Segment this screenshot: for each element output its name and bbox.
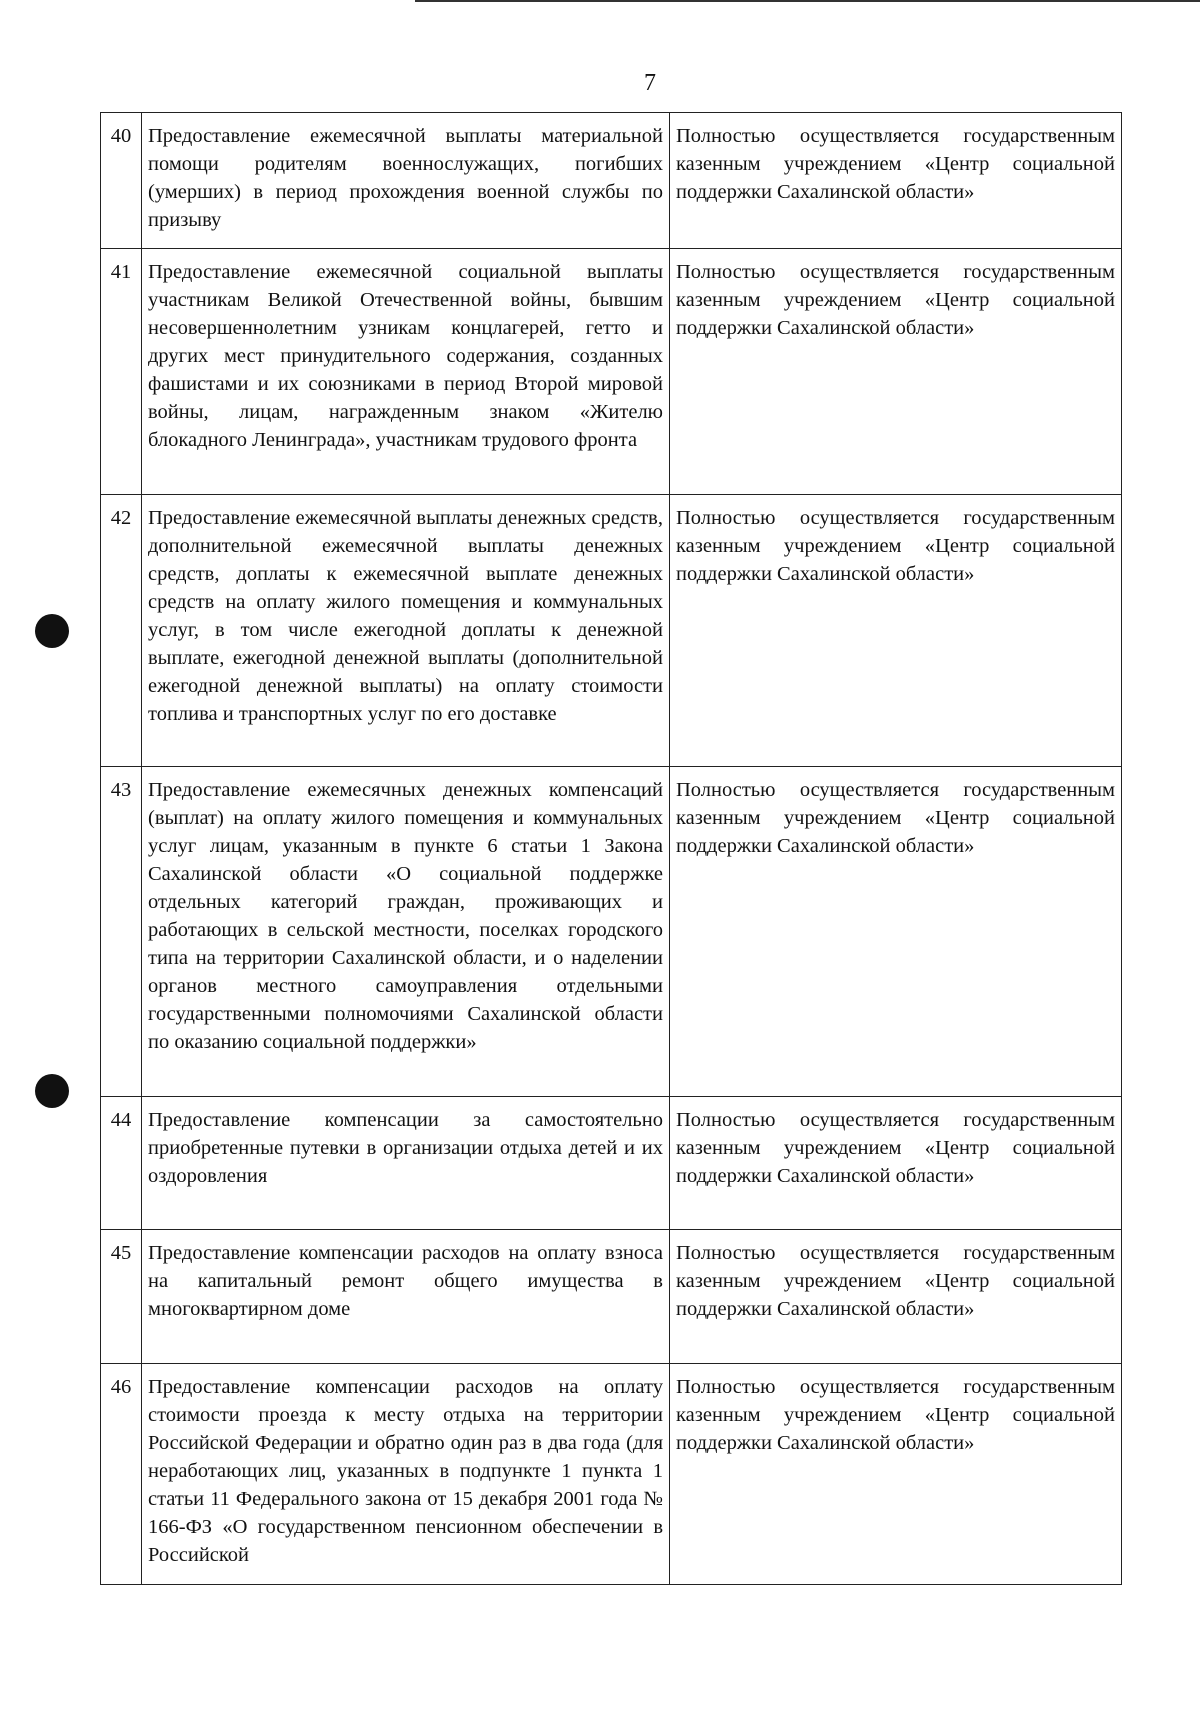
row-number: 42 — [101, 495, 142, 767]
table-row — [101, 767, 1122, 1097]
service-name: Предоставление ежемесячной выплаты материальной помощи родителям военнослужащих, погибших (умерших) в период прохождения военной службы по призыву — [142, 113, 670, 249]
service-executor: Полностью осуществляется государственным казенным учреждением «Центр социальной поддержки Сахалинской области» — [670, 249, 1122, 495]
table-row — [101, 495, 1122, 767]
punch-hole-mark — [35, 614, 69, 648]
service-executor: Полностью осуществляется государственным казенным учреждением «Центр социальной поддержки Сахалинской области» — [670, 1364, 1122, 1585]
service-executor: Полностью осуществляется государственным казенным учреждением «Центр социальной поддержки Сахалинской области» — [670, 495, 1122, 767]
service-name: Предоставление компенсации расходов на оплату стоимости проезда к месту отдыха на территории Российской Федерации и обратно один раз в два года (для неработающих лиц, указанных в подпункте 1 пункта 1 статьи 11 Федерального закона от 15 декабря 2001 года № 166-ФЗ «О государственном пенсионном обеспечении в Российской — [142, 1364, 670, 1585]
row-number: 44 — [101, 1097, 142, 1230]
service-name: Предоставление ежемесячной социальной выплаты участникам Великой Отечественной войны, бывшим несовершеннолетним узникам концлагерей, гетто и других мест принудительного содержания, созданных фашистами и их союзниками в период Второй мировой войны, лицам, награжденным знаком «Жителю блокадного Ленинграда», участникам трудового фронта — [142, 249, 670, 495]
row-number: 43 — [101, 767, 142, 1097]
table-row — [101, 113, 1122, 249]
service-executor: Полностью осуществляется государственным казенным учреждением «Центр социальной поддержки Сахалинской области» — [670, 113, 1122, 249]
table-row — [101, 1364, 1122, 1585]
table-row — [101, 1097, 1122, 1230]
service-executor: Полностью осуществляется государственным казенным учреждением «Центр социальной поддержки Сахалинской области» — [670, 1097, 1122, 1230]
row-number: 41 — [101, 249, 142, 495]
page-number: 7 — [644, 70, 656, 96]
punch-hole-mark — [35, 1074, 69, 1108]
service-executor: Полностью осуществляется государственным казенным учреждением «Центр социальной поддержки Сахалинской области» — [670, 1230, 1122, 1364]
table-row — [101, 249, 1122, 495]
scan-edge-line — [415, 0, 1200, 2]
services-table — [100, 112, 1122, 1585]
service-name: Предоставление компенсации расходов на оплату взноса на капитальный ремонт общего имущества в многоквартирном доме — [142, 1230, 670, 1364]
table-row — [101, 1230, 1122, 1364]
row-number: 40 — [101, 113, 142, 249]
service-executor: Полностью осуществляется государственным казенным учреждением «Центр социальной поддержки Сахалинской области» — [670, 767, 1122, 1097]
row-number: 46 — [101, 1364, 142, 1585]
service-name: Предоставление компенсации за самостоятельно приобретенные путевки в организации отдыха детей и их оздоровления — [142, 1097, 670, 1230]
row-number: 45 — [101, 1230, 142, 1364]
service-name: Предоставление ежемесячной выплаты денежных средств, дополнительной ежемесячной выплаты денежных средств, доплаты к ежемесячной выплате денежных средств на оплату жилого помещения и коммунальных услуг, в том числе ежегодной доплаты к денежной выплате, ежегодной денежной выплаты (дополнительной ежегодной денежной выплаты) на оплату стоимости топлива и транспортных услуг по его доставке — [142, 495, 670, 767]
service-name: Предоставление ежемесячных денежных компенсаций (выплат) на оплату жилого помещения и коммунальных услуг лицам, указанным в пункте 6 статьи 1 Закона Сахалинской области «О социальной поддержке отдельных категорий граждан, проживающих и работающих в сельской местности, поселках городского типа на территории Сахалинской области, и о наделении органов местного самоуправления отдельными государственными полномочиями Сахалинской области по оказанию социальной поддержки» — [142, 767, 670, 1097]
